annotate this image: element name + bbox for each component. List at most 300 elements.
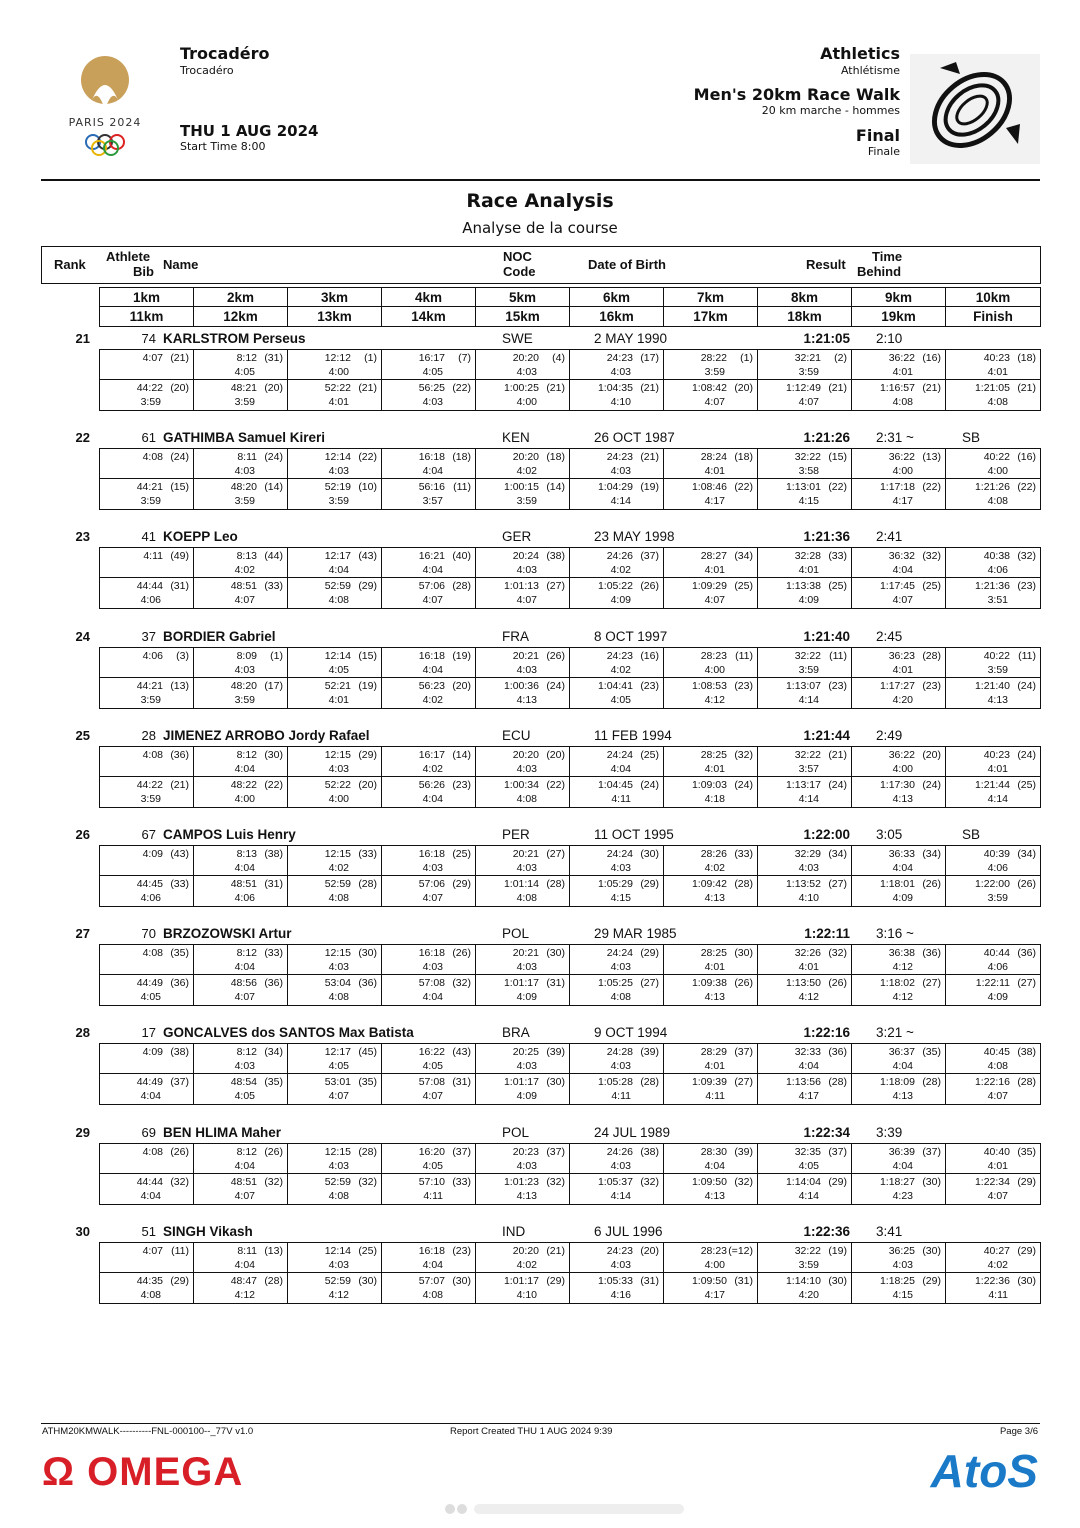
split-time: 12:12 xyxy=(324,352,351,364)
split-segment: 4:03 xyxy=(516,1060,537,1072)
split-segment: 4:00 xyxy=(328,793,349,805)
split-position: (27) xyxy=(922,977,941,989)
split-position: (29) xyxy=(640,878,659,890)
split-position: (33) xyxy=(170,878,189,890)
split-segment: 4:10 xyxy=(516,1289,537,1301)
split-time: 40:39 xyxy=(983,848,1010,860)
split-position: (22) xyxy=(922,481,941,493)
split-cell xyxy=(194,380,288,410)
split-time: 36:22 xyxy=(888,352,915,364)
split-time: 1:09:03 xyxy=(691,779,727,791)
split-time: 1:21:36 xyxy=(974,580,1010,592)
split-cell xyxy=(194,678,288,708)
split-position: (18) xyxy=(546,451,565,463)
split-segment: 4:08 xyxy=(422,1289,443,1301)
split-time: 24:24 xyxy=(606,848,633,860)
split-segment: 4:07 xyxy=(422,594,443,606)
split-position: (15) xyxy=(828,451,847,463)
km-label: 4km xyxy=(382,288,476,307)
split-position: (43) xyxy=(452,1046,471,1058)
split-segment: 3:59 xyxy=(798,366,819,378)
split-cell xyxy=(476,945,570,975)
split-cell xyxy=(758,1144,852,1174)
split-cell xyxy=(100,876,194,906)
split-position: (21) xyxy=(546,382,565,394)
split-cell xyxy=(946,678,1040,708)
split-segment: 4:07 xyxy=(704,396,725,408)
split-segment: 4:08 xyxy=(328,594,349,606)
split-time: 40:45 xyxy=(983,1046,1010,1058)
split-position: (19) xyxy=(452,650,471,662)
col-name: Name xyxy=(163,257,199,272)
split-cell xyxy=(476,975,570,1005)
split-time: 28:27 xyxy=(700,550,727,562)
split-cell xyxy=(570,876,664,906)
split-time: 32:28 xyxy=(794,550,821,562)
split-segment: 4:04 xyxy=(234,763,255,775)
split-cell xyxy=(758,648,852,678)
split-time: 4:07 xyxy=(142,352,163,364)
split-cell xyxy=(194,876,288,906)
split-cell xyxy=(570,350,664,380)
split-cell xyxy=(852,975,946,1005)
split-segment: 4:02 xyxy=(704,862,725,874)
athlete-dob: 29 MAR 1985 xyxy=(594,926,677,941)
split-time: 1:22:00 xyxy=(974,878,1010,890)
split-position: (1) xyxy=(364,352,377,364)
split-segment: 4:13 xyxy=(704,991,725,1003)
split-position: (36) xyxy=(922,947,941,959)
athlete-time-behind: 3:16 ~ xyxy=(876,926,914,941)
split-time: 4:11 xyxy=(143,550,163,562)
athlete-block xyxy=(0,430,1080,530)
split-time: 32:22 xyxy=(794,451,821,463)
split-time: 40:38 xyxy=(983,550,1010,562)
split-time: 40:40 xyxy=(983,1146,1010,1158)
split-position: (38) xyxy=(170,1046,189,1058)
split-time: 16:17 xyxy=(418,352,445,364)
split-segment: 3:58 xyxy=(798,465,819,477)
split-position: (18) xyxy=(1017,352,1036,364)
split-segment: 4:17 xyxy=(704,495,725,507)
split-cell xyxy=(852,1074,946,1104)
split-segment: 4:13 xyxy=(516,1190,537,1202)
split-cell xyxy=(570,1174,664,1204)
split-segment: 4:01 xyxy=(987,763,1008,775)
split-time: 1:08:53 xyxy=(691,680,727,692)
split-cell xyxy=(382,945,476,975)
split-time: 4:06 xyxy=(142,650,163,662)
athlete-dob: 11 FEB 1994 xyxy=(594,728,672,743)
split-segment: 4:13 xyxy=(516,694,537,706)
split-cell xyxy=(946,380,1040,410)
split-position: (30) xyxy=(264,749,283,761)
athlete-noc: POL xyxy=(502,1125,530,1140)
split-cell xyxy=(476,479,570,509)
split-segment: 4:09 xyxy=(892,892,913,904)
split-position: (28) xyxy=(358,878,377,890)
split-cell xyxy=(382,1174,476,1204)
split-cell xyxy=(664,1273,758,1303)
athlete-block xyxy=(0,1125,1080,1225)
split-segment: 4:01 xyxy=(987,1160,1008,1172)
split-time: 1:00:36 xyxy=(503,680,539,692)
split-segment: 4:13 xyxy=(892,793,913,805)
athlete-rank: 23 xyxy=(75,529,90,544)
split-time: 1:09:29 xyxy=(691,580,727,592)
split-time: 8:13 xyxy=(236,550,257,562)
split-time: 53:01 xyxy=(324,1076,351,1088)
split-cell xyxy=(100,449,194,479)
split-time: 56:25 xyxy=(418,382,445,394)
split-segment: 4:03 xyxy=(422,396,443,408)
split-cell xyxy=(288,1144,382,1174)
split-position: (22) xyxy=(828,481,847,493)
split-position: (31) xyxy=(264,878,283,890)
athlete-rank: 30 xyxy=(75,1224,90,1239)
split-cell xyxy=(194,648,288,678)
split-time: 16:18 xyxy=(418,1245,445,1257)
split-time: 28:26 xyxy=(700,848,727,860)
split-position: (24) xyxy=(640,779,659,791)
split-position: (10) xyxy=(358,481,377,493)
split-segment: 4:13 xyxy=(892,1090,913,1102)
split-position: (35) xyxy=(358,1076,377,1088)
split-time: 48:47 xyxy=(230,1275,257,1287)
split-cell xyxy=(382,777,476,807)
split-segment: 4:04 xyxy=(892,862,913,874)
athlete-dob: 24 JUL 1989 xyxy=(594,1125,671,1140)
split-cell xyxy=(570,449,664,479)
split-position: (28) xyxy=(264,1275,283,1287)
athlete-note: SB xyxy=(962,827,981,842)
split-cell xyxy=(664,876,758,906)
split-position: (30) xyxy=(922,1245,941,1257)
split-time: 12:14 xyxy=(324,650,351,662)
split-position: (20) xyxy=(734,382,753,394)
split-segment: 3:59 xyxy=(798,664,819,676)
split-cell xyxy=(570,945,664,975)
split-segment: 4:04 xyxy=(140,1190,161,1202)
athlete-name: GATHIMBA Samuel Kireri xyxy=(163,430,326,445)
split-position: (23) xyxy=(640,680,659,692)
split-position: (37) xyxy=(828,1146,847,1158)
split-position: (24) xyxy=(546,680,565,692)
split-segment: 4:01 xyxy=(798,564,819,576)
split-segment: 4:00 xyxy=(234,793,255,805)
split-cell xyxy=(664,578,758,608)
split-position: (29) xyxy=(452,878,471,890)
split-time: 36:38 xyxy=(888,947,915,959)
split-cell xyxy=(382,1074,476,1104)
split-segment: 4:07 xyxy=(422,1090,443,1102)
split-position: (17) xyxy=(264,680,283,692)
split-position: (13) xyxy=(170,680,189,692)
split-time: 48:56 xyxy=(230,977,257,989)
split-cell xyxy=(476,1044,570,1074)
split-time: 44:22 xyxy=(136,779,163,791)
split-cell xyxy=(382,876,476,906)
split-cell xyxy=(758,479,852,509)
split-position: (25) xyxy=(922,580,941,592)
split-time: 12:15 xyxy=(324,848,351,860)
split-cell xyxy=(476,1144,570,1174)
split-segment: 4:12 xyxy=(704,694,725,706)
split-position: (33) xyxy=(828,550,847,562)
split-segment: 3:59 xyxy=(704,366,725,378)
split-position: (20) xyxy=(358,779,377,791)
split-segment: 4:03 xyxy=(798,862,819,874)
split-time: 36:37 xyxy=(888,1046,915,1058)
split-cell xyxy=(288,1074,382,1104)
split-time: 4:08 xyxy=(142,947,163,959)
split-position: (26) xyxy=(734,977,753,989)
split-time: 1:04:45 xyxy=(597,779,633,791)
split-time: 1:00:25 xyxy=(503,382,539,394)
athlete-name: KOEPP Leo xyxy=(163,529,238,544)
split-grid xyxy=(99,944,1041,1006)
athlete-block xyxy=(0,1224,1080,1324)
split-position: (28) xyxy=(734,878,753,890)
split-time: 1:09:50 xyxy=(691,1176,727,1188)
split-cell xyxy=(382,747,476,777)
split-cell xyxy=(382,648,476,678)
split-cell xyxy=(664,945,758,975)
split-cell xyxy=(758,678,852,708)
split-position: (44) xyxy=(264,550,283,562)
athlete-time-behind: 2:31 ~ xyxy=(876,430,914,445)
split-time: 48:20 xyxy=(230,481,257,493)
split-time: 24:26 xyxy=(606,1146,633,1158)
split-time: 8:12 xyxy=(236,749,257,761)
split-position: (30) xyxy=(828,1275,847,1287)
athlete-bib: 41 xyxy=(141,529,156,544)
logo-text: PARIS 2024 xyxy=(68,116,142,129)
athlete-noc: POL xyxy=(502,926,530,941)
split-cell xyxy=(946,777,1040,807)
report-created: Report Created THU 1 AUG 2024 9:39 xyxy=(450,1426,613,1437)
split-position: (31) xyxy=(734,1275,753,1287)
athlete-noc: PER xyxy=(502,827,530,842)
athlete-dob: 6 JUL 1996 xyxy=(594,1224,663,1239)
split-segment: 4:03 xyxy=(516,366,537,378)
split-segment: 4:00 xyxy=(704,664,725,676)
split-time: 1:17:27 xyxy=(879,680,915,692)
split-position: (20) xyxy=(170,382,189,394)
split-segment: 4:06 xyxy=(987,961,1008,973)
athlete-result: 1:22:34 xyxy=(803,1125,850,1140)
split-time: 20:24 xyxy=(512,550,539,562)
split-time: 52:21 xyxy=(324,680,351,692)
split-position: (21) xyxy=(546,1245,565,1257)
split-segment: 4:04 xyxy=(892,564,913,576)
km-label: 18km xyxy=(758,307,852,326)
split-time: 32:26 xyxy=(794,947,821,959)
split-position: (28) xyxy=(922,1076,941,1088)
split-time: 40:22 xyxy=(983,451,1010,463)
split-segment: 3:59 xyxy=(140,495,161,507)
split-position: (33) xyxy=(264,947,283,959)
split-cell xyxy=(946,578,1040,608)
split-cell xyxy=(570,777,664,807)
split-time: 1:22:36 xyxy=(974,1275,1010,1287)
split-cell xyxy=(382,678,476,708)
split-time: 12:15 xyxy=(324,947,351,959)
split-cell xyxy=(570,548,664,578)
split-segment: 4:04 xyxy=(610,763,631,775)
split-segment: 4:14 xyxy=(798,1190,819,1202)
split-cell xyxy=(382,1273,476,1303)
split-segment: 4:01 xyxy=(987,366,1008,378)
split-time: 48:54 xyxy=(230,1076,257,1088)
split-position: (=12) xyxy=(728,1245,753,1257)
athlete-block xyxy=(0,629,1080,729)
split-position: (29) xyxy=(1017,1176,1036,1188)
split-position: (35) xyxy=(264,1076,283,1088)
split-cell xyxy=(382,380,476,410)
split-position: (25) xyxy=(452,848,471,860)
split-segment: 4:03 xyxy=(234,1060,255,1072)
split-time: 4:07 xyxy=(142,1245,163,1257)
split-position: (29) xyxy=(546,1275,565,1287)
athlete-result: 1:22:00 xyxy=(803,827,850,842)
athlete-time-behind: 3:05 xyxy=(876,827,903,842)
split-cell xyxy=(476,777,570,807)
split-time: 1:18:27 xyxy=(879,1176,915,1188)
split-time: 1:13:50 xyxy=(785,977,821,989)
split-time: 1:22:34 xyxy=(974,1176,1010,1188)
split-time: 1:09:50 xyxy=(691,1275,727,1287)
split-position: (14) xyxy=(452,749,471,761)
split-time: 12:15 xyxy=(324,749,351,761)
split-segment: 4:12 xyxy=(328,1289,349,1301)
split-position: (14) xyxy=(546,481,565,493)
split-position: (2) xyxy=(834,352,847,364)
split-grid xyxy=(99,547,1041,609)
split-time: 20:23 xyxy=(512,1146,539,1158)
split-segment: 4:08 xyxy=(987,396,1008,408)
split-time: 4:08 xyxy=(142,451,163,463)
athlete-name: JIMENEZ ARROBO Jordy Rafael xyxy=(163,728,370,743)
split-cell xyxy=(194,578,288,608)
split-position: (26) xyxy=(1017,878,1036,890)
split-position: (30) xyxy=(734,947,753,959)
split-segment: 4:03 xyxy=(422,862,443,874)
split-time: 16:17 xyxy=(418,749,445,761)
split-time: 28:29 xyxy=(700,1046,727,1058)
split-position: (1) xyxy=(270,650,283,662)
split-time: 28:25 xyxy=(700,947,727,959)
omega-logo: Ω OMEGA xyxy=(42,1450,244,1494)
split-position: (37) xyxy=(922,1146,941,1158)
phase-title: Final xyxy=(855,126,900,145)
split-time: 1:16:57 xyxy=(879,382,915,394)
split-position: (43) xyxy=(358,550,377,562)
split-time: 24:23 xyxy=(606,352,633,364)
split-segment: 4:05 xyxy=(328,1060,349,1072)
split-position: (31) xyxy=(170,580,189,592)
split-cell xyxy=(852,678,946,708)
split-cell xyxy=(664,350,758,380)
split-segment: 4:08 xyxy=(140,1289,161,1301)
split-cell xyxy=(852,479,946,509)
split-position: (27) xyxy=(546,848,565,860)
split-time: 1:14:04 xyxy=(785,1176,821,1188)
split-segment: 4:06 xyxy=(234,892,255,904)
split-time: 40:23 xyxy=(983,749,1010,761)
split-cell xyxy=(946,945,1040,975)
split-segment: 4:03 xyxy=(516,862,537,874)
athlete-name: CAMPOS Luis Henry xyxy=(163,827,296,842)
split-grid xyxy=(99,1143,1041,1205)
split-position: (29) xyxy=(640,947,659,959)
split-cell xyxy=(100,1243,194,1273)
split-position: (27) xyxy=(546,580,565,592)
split-segment: 4:07 xyxy=(704,594,725,606)
split-cell xyxy=(946,449,1040,479)
split-segment: 4:03 xyxy=(422,961,443,973)
split-segment: 4:13 xyxy=(987,694,1008,706)
split-time: 1:01:17 xyxy=(503,1076,539,1088)
split-time: 1:18:02 xyxy=(879,977,915,989)
athlete-name: BEN HLIMA Maher xyxy=(163,1125,282,1140)
split-cell xyxy=(852,846,946,876)
split-cell xyxy=(946,846,1040,876)
split-time: 8:11 xyxy=(237,1245,257,1257)
split-position: (26) xyxy=(922,878,941,890)
split-segment: 4:03 xyxy=(516,564,537,576)
split-time: 36:32 xyxy=(888,550,915,562)
split-position: (26) xyxy=(452,947,471,959)
split-segment: 4:14 xyxy=(798,694,819,706)
athlete-noc: FRA xyxy=(502,629,529,644)
split-position: (18) xyxy=(452,451,471,463)
split-time: 1:13:38 xyxy=(785,580,821,592)
split-cell xyxy=(476,678,570,708)
split-position: (36) xyxy=(358,977,377,989)
split-segment: 4:04 xyxy=(422,564,443,576)
split-position: (37) xyxy=(170,1076,189,1088)
split-cell xyxy=(758,380,852,410)
split-time: 4:09 xyxy=(142,848,163,860)
split-time: 52:59 xyxy=(324,1176,351,1188)
split-segment: 3:59 xyxy=(516,495,537,507)
split-time: 1:22:11 xyxy=(975,977,1010,989)
split-position: (24) xyxy=(170,451,189,463)
split-segment: 4:15 xyxy=(798,495,819,507)
split-segment: 4:05 xyxy=(422,1160,443,1172)
split-position: (30) xyxy=(922,1176,941,1188)
split-cell xyxy=(570,578,664,608)
split-distance-header xyxy=(99,287,1041,327)
split-position: (24) xyxy=(1017,680,1036,692)
split-cell xyxy=(664,479,758,509)
split-segment: 4:15 xyxy=(610,892,631,904)
split-cell xyxy=(758,1044,852,1074)
split-position: (15) xyxy=(170,481,189,493)
split-position: (20) xyxy=(264,382,283,394)
split-cell xyxy=(288,846,382,876)
athlete-time-behind: 3:39 xyxy=(876,1125,903,1140)
split-segment: 4:13 xyxy=(704,892,725,904)
athlete-rank: 21 xyxy=(75,331,90,346)
split-position: (23) xyxy=(734,680,753,692)
split-position: (28) xyxy=(640,1076,659,1088)
split-segment: 4:17 xyxy=(704,1289,725,1301)
split-cell xyxy=(664,1144,758,1174)
split-grid xyxy=(99,1242,1041,1304)
split-time: 40:27 xyxy=(983,1245,1010,1257)
